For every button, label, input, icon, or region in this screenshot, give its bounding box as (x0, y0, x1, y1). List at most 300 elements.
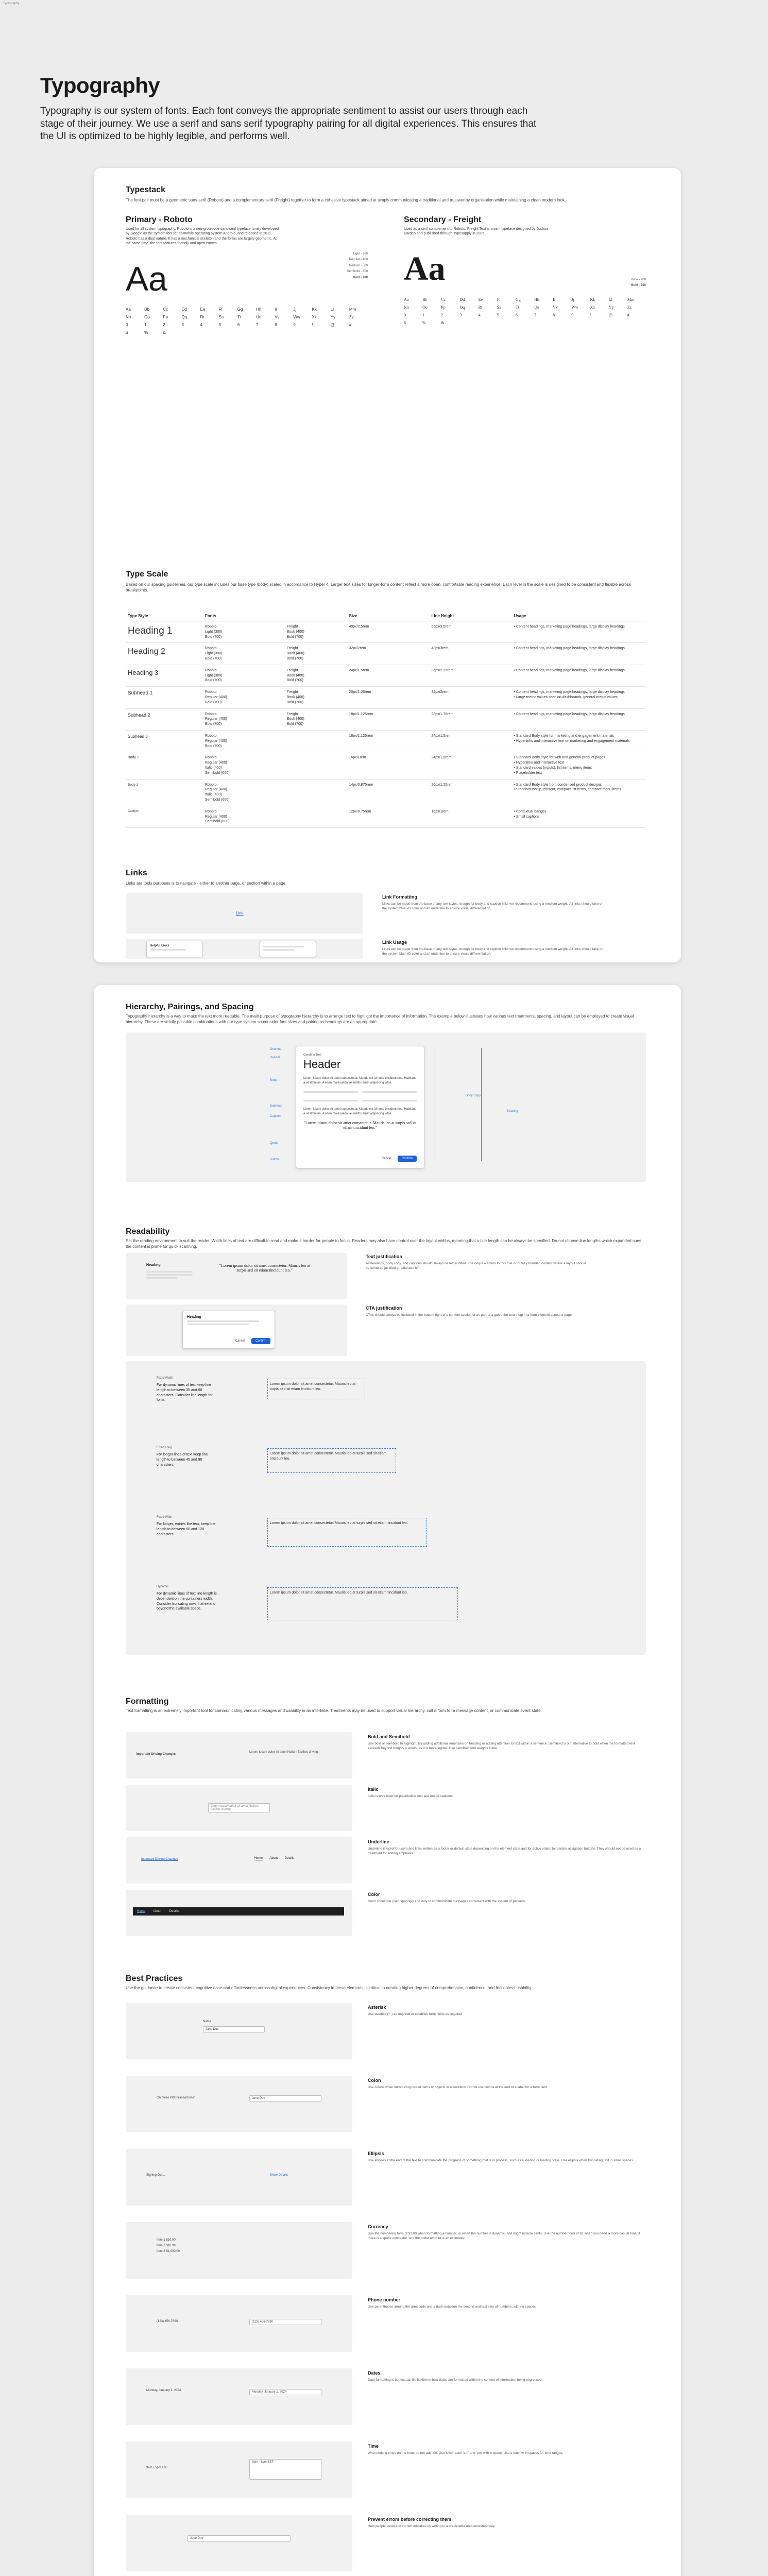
table-cell-style: Heading 3 (126, 665, 203, 686)
best-practice-title: Ellipsis (368, 2151, 384, 2156)
link-usage-title: Link Usage (382, 940, 407, 945)
field-label: Name (203, 2020, 212, 2023)
glyph: 0 (404, 312, 406, 317)
secondary-specimen: Aa (404, 249, 446, 287)
table-cell-fonts: Roboto Regular (400) Italic (400) Semibold (600) (203, 779, 285, 806)
table-cell-size: 16px/1rem (347, 752, 429, 779)
readability-title: Readability (126, 1227, 170, 1236)
helpful-links-title: Helpful Links (150, 944, 169, 947)
table-cell-fonts2 (285, 806, 347, 827)
links-text: Links are tools purposes is to navigate - either to another page, or section within a page. (126, 881, 287, 886)
underline-sample[interactable]: Important Driving Changes (141, 1858, 178, 1861)
table-cell-lh: 32px/2rem (429, 687, 511, 708)
currency-list: Item 1 $10.00 Item 2 $10.99 Item 3 $1,000.00 (157, 2239, 180, 2253)
table-cell-size: 20px/1.25rem (347, 687, 429, 708)
glyph: Tt (515, 304, 520, 310)
nav-link[interactable]: About (153, 1910, 162, 1913)
helpful-links-card (146, 941, 203, 957)
example-label: Fixed Wide (157, 1516, 173, 1519)
glyph: % (144, 330, 148, 335)
secondary-glyphs (404, 297, 646, 325)
glyph: Ww (293, 314, 300, 319)
glyph: 8 (275, 322, 277, 327)
glyph: $ (404, 320, 406, 325)
link-sample[interactable]: Link (236, 911, 244, 916)
primary-glyphs (126, 307, 368, 335)
best-practice-title: Prevent errors before correcting them (368, 2517, 452, 2522)
line-length-examples (126, 1361, 646, 1655)
glyph: Aa (126, 307, 131, 312)
cancel-button[interactable]: Cancel (235, 1340, 245, 1343)
fmt-title: Italic (368, 1787, 379, 1792)
table-cell-usage: • Content headings, marketing page headings, large display headings (511, 643, 646, 665)
list-field[interactable]: Jane Doe (249, 2095, 321, 2102)
best-practice-text: Date formatting is contextual. Be flexible in how dates are formatted within the context of information being expressed. (368, 2378, 543, 2382)
weight-item: Light - 300 (353, 252, 368, 256)
table-cell-fonts: Roboto Regular (400) Bold (700) (203, 708, 285, 730)
glyph: Mm (349, 307, 356, 312)
glyph: & (441, 320, 445, 325)
glyph: Dd (181, 307, 187, 312)
anno-label: Overline (270, 1048, 282, 1051)
table-cell-style: Body 1 (126, 752, 203, 779)
line-length-example (157, 1585, 620, 1647)
tab-group (254, 1857, 294, 1860)
fmt-row-color (126, 1890, 646, 1946)
sample-body: Lorem ipsum dolor sit amet Nullam facilisis driving. (249, 1751, 319, 1754)
placeholder-line (187, 1320, 259, 1322)
placeholder-line (303, 1091, 358, 1093)
sample-bold: Important Driving Changes (136, 1753, 176, 1756)
glyph: 2 (163, 322, 165, 327)
primary-specimen: Aa (126, 259, 167, 298)
table-row (126, 665, 646, 686)
glyph: Jj (293, 307, 297, 312)
glyph: ! (590, 312, 592, 317)
nav-link[interactable]: Home (137, 1910, 146, 1913)
prevent-error-field[interactable]: Jane Doe (187, 2535, 291, 2541)
table-cell-lh: 48px/3rem (429, 643, 511, 665)
date-field[interactable]: Monday, January 1, 2024 (249, 2389, 321, 2395)
glyph: Yy (608, 304, 614, 310)
glyph: Mm (627, 297, 635, 302)
typestack-card (94, 168, 681, 962)
readability-text: Set the reading environment to suit the reader. Width lines of text are difficult to read and make it harder for people to focus. Readers may also have control over the layout widths, meaning that a line length can be always be specified. Do not choose line lengths which expanded cues the content is prime for quick scanning. (126, 1239, 641, 1249)
cancel-button[interactable]: Cancel (381, 1157, 391, 1160)
placeholder-line (150, 949, 186, 951)
best-practice-example (126, 2076, 352, 2132)
best-practice-title: Phone number (368, 2297, 401, 2302)
table-cell-fonts2: Freight Book (400) Bold (700) (285, 687, 347, 708)
best-practice-example (126, 2003, 352, 2059)
line-length-example (157, 1516, 620, 1578)
fmt-text: Italic is only used for placeholder text and image captions. (368, 1794, 454, 1798)
fmt-row-italic (126, 1785, 646, 1841)
column-header: Fonts (203, 611, 347, 621)
best-practice-row (126, 2003, 646, 2059)
glyph: Kk (312, 307, 317, 312)
tab-home[interactable]: Home (254, 1857, 263, 1860)
example-text: For longer lines of text keep line length to between 45 and 90 characters. (157, 1453, 208, 1467)
glyph: 4 (200, 322, 203, 327)
table-cell-size: 14px/0.875rem (347, 779, 429, 806)
table-row (126, 779, 646, 806)
text-just-text: All headings, body copy, and captions should always be left justified. The only exception to this rule is for fully branded content where a layout should be centered justified or balanced left. (366, 1262, 586, 1270)
anno-label: Quote (270, 1142, 279, 1145)
italic-placeholder-field[interactable]: Lorem ipsum dolor sit amet Nullam facilisis driving. (208, 1803, 270, 1812)
primary-typeface (126, 215, 368, 335)
type-scale-text: Based on our spacing guidelines, our type scale includes our base type (body) scaled in accordance to Hyper 4. Larger text sizes for longer-form content reflect a more open, comfortable reading experience. Each level in the scale is designed to be consistent and flexible across breakpoints. (126, 582, 631, 592)
glyph: Ff (218, 307, 223, 312)
table-cell-lh: 36px/2.25rem (429, 665, 511, 686)
glyph: Ll (608, 297, 612, 302)
table-cell-fonts2 (285, 779, 347, 806)
table-cell-fonts: Roboto Regular (400) Semibold (600) (203, 806, 285, 827)
best-practice-title: Asterisk (368, 2005, 386, 2010)
glyph: 0 (126, 322, 128, 327)
glyph: Nn (404, 304, 409, 310)
best-practices-text: Use the guidance to create consistent cognitive ease and effortlessness across digital experiences. Consistency in these elements is critical to creating higher degrees of comprehension, confidence, and frictionless usability. (126, 1986, 533, 1990)
phone-sample: (123) 456-7890 (157, 2320, 178, 2323)
glyph: % (422, 320, 426, 325)
link-formatting-text: Links can be made from the base of any text styles, though for body and caption links we recommend using a medium weight. All links should take on the system blue #D color and an underline to ensure visual differentiation. (382, 902, 604, 911)
anno-label: Button (270, 1158, 279, 1161)
anno-label: Spacing (507, 1110, 518, 1113)
glyph: Nn (126, 314, 131, 319)
best-practice-example (126, 2222, 352, 2279)
glyph: 6 (237, 322, 240, 327)
glyph: Rr (478, 304, 483, 310)
best-practices-title: Best Practices (126, 1974, 183, 1983)
table-cell-usage: • Content headings, marketing page headings, large display headings (511, 708, 646, 730)
typestack-title: Typestack (126, 185, 166, 194)
best-practice-example (126, 2149, 352, 2206)
example-heading: Heading (146, 1263, 161, 1267)
glyph: Zz (627, 304, 632, 310)
hierarchy-text: Typography hierarchy is a way to make the text more readable. The main purpose of typography hierarchy is to arrange text to highlight the importance of information. The example below illustrates how various text treatments, spacing, and layout can be employed to create visual hierarchy. These are strictly possible combinations with our type system so consider font sizes and pairing as headings are as appropriate. (126, 1014, 634, 1024)
table-header-row (126, 611, 646, 621)
best-practice-text: When writing times on the hour, do not add :00. Use lower-case 'am' and 'pm' with a space. Use a dash with spaces for time ranges. (368, 2451, 564, 2455)
page-header (40, 73, 674, 143)
glyph: $ (126, 330, 128, 335)
glyph: 5 (497, 312, 499, 317)
glyph: Ss (218, 314, 224, 319)
glyph: 3 (459, 312, 462, 317)
hierarchy-card (94, 985, 681, 2576)
glyph: Qq (181, 314, 187, 319)
glyph: Bb (144, 307, 149, 312)
name-field[interactable]: Jane Doe (203, 2026, 265, 2032)
glyph: Gg (237, 307, 243, 312)
column-header: Type Style (126, 611, 203, 621)
table-cell-fonts: Roboto Regular (400) Bold (700) (203, 687, 285, 708)
width-guide (267, 1379, 365, 1399)
table-cell-style: Subhead 1 (126, 687, 203, 708)
placeholder-lines (146, 1269, 193, 1280)
best-practice-text: Use parentheses around the area code and a dash between the second and last sets of numbers, with no spaces. (368, 2305, 537, 2309)
confirm-button[interactable]: Confirm (251, 1338, 270, 1344)
glyph: Kk (590, 297, 595, 302)
placeholder-line (362, 1100, 417, 1101)
table-cell-style: Body 2 (126, 779, 203, 806)
table-cell-size: 24px/1.5rem (347, 665, 429, 686)
example-lorem: Lorem ipsum dolor sit amet consectetur. Mauris leo at turpis sed sit etiam tincidunt leo. (270, 1591, 408, 1595)
table-cell-usage: • Content headings, marketing page headings, large display headings • Large metric values seen on dashboards, general metric values (511, 687, 646, 708)
confirm-button[interactable]: Confirm (398, 1156, 417, 1162)
glyph: Dd (459, 297, 465, 302)
glyph: Rr (200, 314, 205, 319)
best-practice-title: Dates (368, 2370, 381, 2376)
table-cell-fonts: Roboto Regular (400) Italic (400) Semibold (600) (203, 752, 285, 779)
fmt-example (126, 1785, 352, 1831)
glyph: # (349, 322, 352, 327)
table-cell-lh: 56px/3.5rem (429, 621, 511, 643)
anno-label: Body (270, 1079, 277, 1082)
placeholder-line (146, 1277, 177, 1279)
glyph: 9 (293, 322, 296, 327)
glyph: Ww (571, 304, 578, 310)
table-row (126, 643, 646, 665)
best-practice-row (126, 2368, 646, 2425)
width-guide (267, 1587, 458, 1620)
placeholder-line (303, 1100, 358, 1101)
table-cell-fonts: Roboto Light (300) Bold (700) (203, 643, 285, 665)
glyph: Bb (422, 297, 428, 302)
dark-nav-bar (133, 1907, 344, 1916)
type-scale-body (126, 621, 646, 828)
table-cell-style: Heading 1 (126, 621, 203, 643)
line-length-example (157, 1377, 620, 1438)
page-title: Typography (40, 73, 160, 97)
anno-label: Body Copy (466, 1094, 481, 1097)
placeholder-line (263, 946, 304, 947)
dialog-mini-card (260, 941, 316, 957)
weight-item: Medium - 500 (349, 264, 368, 267)
column-header: Line Height (429, 611, 511, 621)
table-row (126, 687, 646, 708)
table-cell-usage: • Content headings, marketing page headings, large display headings (511, 621, 646, 643)
fmt-text: Color should be used sparingly and only to communicate messages consistent with the system of patterns. (368, 1900, 526, 1903)
cta-title: CTA justification (366, 1306, 402, 1311)
best-practice-example (126, 2515, 352, 2571)
table-cell-style: Subhead 3 (126, 730, 203, 752)
example-lorem: Lorem ipsum dolor sit amet consectetur. Mauris leo at turpis sed sit etiam tincidunt leo. (270, 1382, 356, 1392)
best-practice-row (126, 2295, 646, 2352)
best-practice-text: Help people avoid and correct mistakes by writing in a predictable and consistent way. (368, 2524, 496, 2528)
anno-label: Header (270, 1056, 280, 1059)
cta-text: CTAs should always be included in the bottom right of a content section or as part of a guide-the-users tap in a form element across a page. (366, 1313, 573, 1317)
table-cell-style: Heading 2 (126, 643, 203, 665)
best-practice-text: Use colons when introducing lists of items or objects in a workflow. Do not use colons at the end of a label for a form field. (368, 2086, 548, 2089)
formatting-text: Text formatting is an extremely important tool for communicating various messages and usability in an interface. Treatments may be used to support visual hierarchy, call a form for a message content, or communicate event state. (126, 1708, 542, 1713)
glyph: & (163, 330, 166, 335)
best-practice-text: Use asterisk ( * ) as required to establish form fields as required. (368, 2012, 463, 2016)
table-cell-fonts2: Freight Book (400) Bold (700) (285, 621, 347, 643)
glyph: 3 (181, 322, 184, 327)
table-row (126, 621, 646, 643)
nav-link[interactable]: Details (169, 1910, 179, 1913)
anno-label: Subhead (270, 1105, 283, 1108)
best-practice-text: Use the numbering form of $1.00 when formatting a number, or when the number is dynamic, and might include cents. Use the number form of $1 when you need a more casual tone, if there is a space constraint, or if the dollar amount is an estimation. (368, 2232, 640, 2241)
secondary-typeface (404, 215, 646, 325)
example-quote: "Lorem ipsum dolor sit amet consectetur. Mauris leo at turpis sed sit etiam tincidunt leo." (219, 1263, 311, 1273)
fmt-row-underline (126, 1837, 646, 1894)
example-label: Dynamic (157, 1585, 169, 1588)
glyph: Yy (330, 314, 336, 319)
glyph: Zz (349, 314, 354, 319)
table-cell-fonts2 (285, 752, 347, 779)
glyph: Uu (534, 304, 539, 310)
dialog-body-2: Lorem ipsum dolor sit amet consectetur. Mauris est id nunc tincidunt nec. Habitant a vestibulum. A enim malesuada vel mattis amet adipiscing vitae. (303, 1108, 416, 1115)
best-practice-row (126, 2222, 646, 2279)
glyph: Tt (237, 314, 242, 319)
glyph: Jj (571, 297, 574, 302)
best-practice-row (126, 2442, 646, 2498)
cta-dialog (182, 1311, 275, 1349)
glyph: Hh (256, 307, 262, 312)
fmt-text: Underline is used for users and links written as a footer or default state depending on the element state and for active states for certain navigation buttons. They should not be used as a treatment for adding emphasis. (368, 1847, 641, 1856)
best-practice-example (126, 2442, 352, 2498)
table-cell-size: 12px/0.75rem (347, 806, 429, 827)
fmt-title: Color (368, 1892, 380, 1897)
example-lorem: Lorem ipsum dolor sit amet consectetur. Mauris leo at turpis sed sit etiam tincidunt leo. (270, 1521, 408, 1525)
glyph: ! (312, 322, 313, 327)
overline-text: Overline Text (303, 1054, 321, 1057)
glyph: Ii (275, 307, 277, 312)
glyph: Ee (200, 307, 206, 312)
glyph: 1 (422, 312, 425, 317)
typestack-text: The font pair must be a geometric sans-serif (Roboto) and a complementary serif (Freight) together to form a cohesive typestack aimed at simply communicating a traditional and trustworthy organisation while maintaining a clean modern look. (126, 198, 566, 202)
cta-example (126, 1304, 347, 1356)
table-cell-fonts: Roboto Light (300) Bold (700) (203, 621, 285, 643)
signing-text: Signing Out... (146, 2174, 165, 2177)
fmt-row-bold (126, 1732, 646, 1789)
glyph: Xx (590, 304, 595, 310)
best-practice-text: Use ellipses at the end of the text to communicate the progress of something that is in process, such as a loading or loading state. Use ellipsis when truncating text in small spaces. (368, 2159, 634, 2162)
best-practice-example (126, 2368, 352, 2425)
table-cell-fonts: Roboto Regular (400) Bold (700) (203, 730, 285, 752)
fmt-example (126, 1890, 352, 1936)
glyph: Pp (441, 304, 446, 310)
weight-item: Bold - 700 (353, 276, 368, 279)
example-text: For longer, entries like text, keep line length to between 60 and 120 characters. (157, 1522, 216, 1536)
glyph: 7 (256, 322, 259, 327)
table-cell-lh: 24px/1.5rem (429, 752, 511, 779)
primary-name: Primary - Roboto (126, 215, 193, 224)
table-row (126, 730, 646, 752)
glyph: Hh (534, 297, 539, 302)
glyph: Xx (312, 314, 317, 319)
fmt-text: Use bold or semibold to highlight. By adding additional emphasis on heading or adding attention to text within a sentence. Semibold is our alternative to bold when the formatted text exceeds beyond roughly 4 words, as it is more legible. Use semibold font weights inline. (368, 1742, 635, 1751)
example-text: For dynamic lines of text line length is dependent on the containers width. Consider truncating rows that extend beyond the available space. (157, 1592, 217, 1611)
table-cell-usage: • Standard Body style for marketing and engagement materials • Hyperlinks and interactive text on marketing and engagement materials (511, 730, 646, 752)
show-more-link[interactable]: Show Details (270, 2174, 288, 2177)
glyph: 6 (515, 312, 518, 317)
table-cell-fonts2: Freight Book (400) Bold (700) (285, 708, 347, 730)
table-cell-lh: 16px/1rem (429, 806, 511, 827)
secondary-name: Secondary - Freight (404, 215, 482, 224)
primary-weights (347, 251, 368, 281)
table-cell-lh: 28px/1.75rem (429, 708, 511, 730)
glyph: Uu (256, 314, 262, 319)
time-field[interactable]: 9am - 5pm EST (249, 2459, 321, 2480)
weight-item: Bold - 700 (631, 284, 646, 287)
best-practice-example (126, 2295, 352, 2352)
glyph: 5 (218, 322, 221, 327)
table-cell-size: 16px/1.125rem (347, 730, 429, 752)
glyph: # (627, 312, 629, 317)
placeholder-line (187, 1324, 249, 1325)
glyph: 1 (144, 322, 147, 327)
glyph: Ee (478, 297, 483, 302)
table-cell-fonts2: Freight Book (400) Bold (700) (285, 665, 347, 686)
table-row (126, 708, 646, 730)
best-practice-title: Time (368, 2444, 379, 2449)
date-sample: Monday, January 1, 2024 (146, 2389, 181, 2392)
cta-heading: Heading (187, 1315, 201, 1319)
glyph: @ (330, 322, 335, 327)
glyph: Ss (497, 304, 501, 310)
table-cell-usage: • Contextual badges • Small captions (511, 806, 646, 827)
best-practice-title: Currency (368, 2224, 388, 2229)
fmt-example (126, 1837, 352, 1884)
glyph: Gg (515, 297, 521, 302)
width-guide (267, 1448, 396, 1473)
glyph: Aa (404, 297, 409, 302)
table-cell-size: 18px/1.125rem (347, 708, 429, 730)
best-practice-row (126, 2076, 646, 2132)
glyph: Qq (459, 304, 465, 310)
placeholder-line (146, 1271, 193, 1273)
example-text: For dynamic lines of text keep line length to between 35 and 60 characters. Consider line length for form. (157, 1383, 213, 1402)
glyph: Ff (497, 297, 501, 302)
hierarchy-example (126, 1032, 646, 1182)
best-practice-title: Colon (368, 2078, 381, 2083)
link-sample-box (126, 893, 363, 934)
dialog-body: Lorem ipsum dolor sit amet consectetur. Mauris est id nunc tincidunt nec. Habitant a vestibulum. A enim malesuada vel mattis amet adipiscing vitae. (303, 1077, 416, 1084)
table-cell-usage: • Standard Body style for web and general product pages • Hyperlinks and interactive text • Standard values (inputs), list items, menu items • Placeholder text (511, 752, 646, 779)
time-sample: 9am - 5pm EST (146, 2466, 168, 2469)
hierarchy-title: Hierarchy, Pairings, and Spacing (126, 1003, 254, 1011)
placeholder-line (362, 1091, 417, 1093)
table-cell-style: Subhead 2 (126, 708, 203, 730)
table-cell-lh: 20px/1.25rem (429, 779, 511, 806)
glyph: Cc (441, 297, 446, 302)
weight-item: Regular - 400 (349, 258, 368, 262)
table-cell-fonts: Roboto Light (300) Bold (700) (203, 665, 285, 686)
type-scale-title: Type Scale (126, 570, 168, 579)
table-cell-fonts2 (285, 730, 347, 752)
glyph: Vv (275, 314, 280, 319)
glyph: Ii (553, 297, 556, 302)
weight-item: Semibold - 600 (347, 270, 368, 274)
text-justification-example (126, 1253, 347, 1299)
glyph: Vv (553, 304, 558, 310)
line-length-example (157, 1446, 620, 1508)
glyph: Oo (144, 314, 150, 319)
glyph: Cc (163, 307, 168, 312)
primary-desc: Used for all system typography. Roboto is a neo-grotesque sans-serif typeface family developed by Google as the system font for its mobile operating system Android, and released in 2011. Roboto has a dual nature. It has a mechanical skeleton and the forms are largely geometric. At the same time, the font features friendly and open curves. (126, 227, 279, 246)
phone-field[interactable]: (123) 456-7890 (249, 2319, 321, 2325)
tab-about[interactable]: About (269, 1857, 278, 1860)
colon-sample: On these PKO transactions: (157, 2096, 195, 2099)
table-cell-style: Caption (126, 806, 203, 827)
glyph: Ll (330, 307, 334, 312)
best-practice-row (126, 2515, 646, 2571)
table-cell-fonts2: Freight Book (400) Bold (700) (285, 643, 347, 665)
tab-details[interactable]: Details (284, 1857, 295, 1860)
fmt-title: Bold and Semibold (368, 1734, 410, 1739)
